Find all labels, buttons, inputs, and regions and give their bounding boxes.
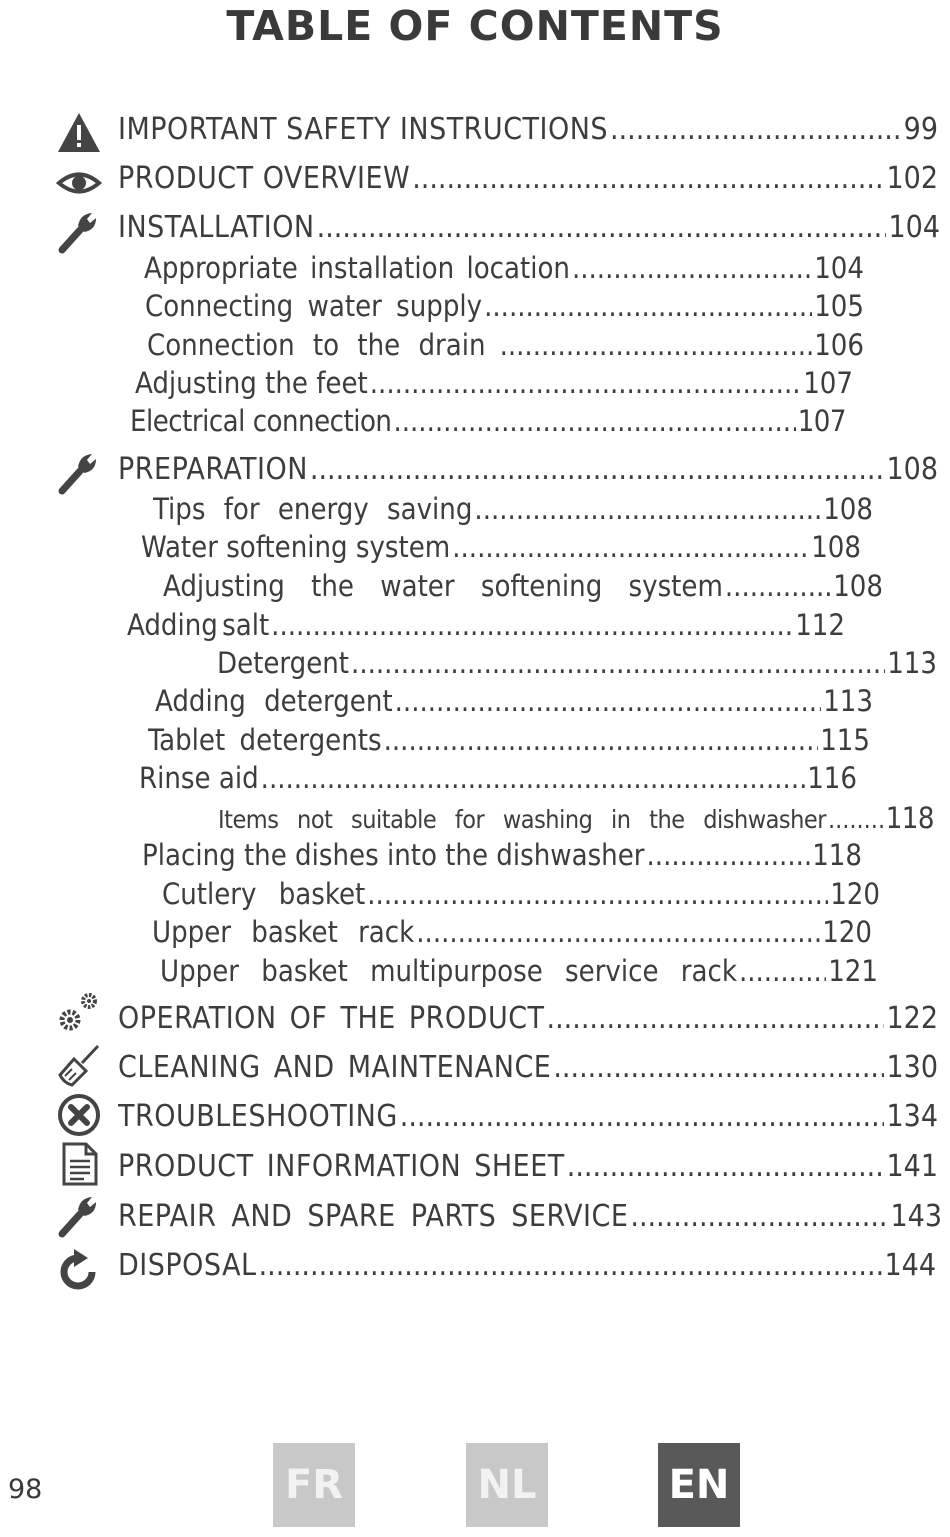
toc-entry-safety[interactable]: [118, 112, 938, 147]
page-title: TABLE OF CONTENTS: [226, 2, 724, 50]
recycle-arrow-icon: [56, 1248, 102, 1294]
toc-subentry-page: 113: [823, 684, 873, 718]
toc-entry-page: 108: [886, 452, 938, 487]
toc-subentry-label: Adjusting the water softening system: [163, 569, 723, 603]
toc-entry-preparation[interactable]: [118, 452, 938, 487]
language-tab-en[interactable]: EN: [658, 1443, 740, 1527]
dot-leader: [739, 954, 826, 988]
toc-entry-troubleshooting[interactable]: [118, 1099, 938, 1134]
dot-leader: [370, 366, 801, 400]
warning-icon: [56, 110, 102, 156]
dot-leader: [384, 723, 819, 757]
toc-subentry[interactable]: [153, 492, 873, 526]
toc-entry-label: PREPARATION: [118, 452, 308, 487]
toc-subentry-page: 116: [807, 761, 857, 795]
toc-subentry[interactable]: [152, 915, 872, 949]
toc-entry-label: TROUBLESHOOTING: [118, 1099, 398, 1134]
dot-leader: [351, 646, 885, 680]
toc-entry-installation[interactable]: [118, 210, 940, 245]
dot-leader: [474, 492, 821, 526]
toc-subentry[interactable]: [144, 251, 864, 285]
dot-leader: [367, 877, 828, 911]
toc-subentry-page: 115: [820, 723, 870, 757]
toc-entry-label: PRODUCT OVERVIEW: [118, 161, 411, 196]
dot-leader: [412, 161, 884, 196]
toc-subentry-label: Adjusting the feet: [135, 366, 368, 400]
toc-subentry[interactable]: [135, 366, 853, 400]
toc-entry-label: OPERATION OF THE PRODUCT: [118, 1001, 545, 1036]
toc-subentry[interactable]: [163, 569, 883, 603]
toc-entry-page: 141: [886, 1149, 938, 1184]
wrench-icon: [56, 449, 102, 495]
toc-subentry-label: Rinse aid: [139, 761, 259, 795]
toc-subentry-page: 107: [797, 404, 846, 438]
toc-subentry[interactable]: [218, 801, 934, 835]
dot-leader: [610, 112, 902, 147]
toc-subentry-label: Water softening system: [141, 530, 451, 564]
toc-entry-operation[interactable]: [118, 1001, 938, 1036]
toc-subentry-page: 105: [814, 289, 864, 323]
brush-icon: [56, 1043, 102, 1089]
toc-entry-label: CLEANING AND MAINTENANCE: [118, 1050, 552, 1085]
toc-entry-label: DISPOSAL: [118, 1248, 257, 1283]
toc-subentry[interactable]: [160, 954, 878, 988]
toc-entry-label: PRODUCT INFORMATION SHEET: [118, 1149, 565, 1184]
dot-leader: [828, 805, 884, 834]
toc-subentry[interactable]: [145, 289, 864, 323]
gears-icon: [54, 990, 100, 1036]
toc-entry-product-information-sheet[interactable]: [118, 1149, 938, 1184]
toc-subentry[interactable]: [127, 608, 845, 642]
dot-leader: [647, 838, 811, 872]
wrench-icon: [56, 208, 102, 254]
dot-leader: [317, 210, 887, 245]
toc-subentry-label: Adding salt: [127, 608, 270, 642]
toc-subentry[interactable]: [155, 684, 873, 718]
toc-subentry-page: 120: [822, 915, 872, 949]
toc-entry-label: INSTALLATION: [118, 210, 315, 245]
toc-subentry-page: 108: [833, 569, 883, 603]
dot-leader: [416, 915, 820, 949]
toc-entry-label: IMPORTANT SAFETY INSTRUCTIONS: [118, 112, 609, 147]
toc-entry-page: 104: [888, 210, 940, 245]
toc-subentry-page: 118: [812, 838, 862, 872]
eye-icon: [56, 160, 102, 206]
toc-entry-disposal[interactable]: [118, 1248, 936, 1283]
toc-subentry-label: Connection to the drain: [147, 328, 486, 362]
toc-subentry-label: Adding detergent: [155, 684, 393, 718]
document-icon: [56, 1141, 102, 1187]
language-tab-nl[interactable]: NL: [466, 1443, 548, 1527]
toc-subentry-page: 118: [885, 801, 934, 835]
toc-subentry-page: 121: [828, 954, 878, 988]
toc-entry-page: 144: [884, 1248, 936, 1283]
dot-leader: [261, 761, 806, 795]
toc-subentry[interactable]: [142, 838, 862, 872]
toc-subentry-page: 120: [830, 877, 880, 911]
language-tab-fr[interactable]: FR: [273, 1443, 355, 1527]
toc-subentry[interactable]: [148, 723, 870, 757]
toc-subentry[interactable]: [162, 877, 880, 911]
toc-subentry-label: Upper basket rack: [152, 915, 415, 949]
dot-leader: [259, 1248, 883, 1283]
dot-leader: [271, 608, 793, 642]
toc-subentry-label: Appropriate installation location: [144, 251, 570, 285]
toc-subentry-label: Cutlery basket: [162, 877, 366, 911]
toc-entry-product-overview[interactable]: [118, 161, 938, 196]
toc-entry-label: REPAIR AND SPARE PARTS SERVICE: [118, 1199, 629, 1234]
toc-subentry-page: 112: [795, 608, 845, 642]
toc-subentry-page: 107: [803, 366, 853, 400]
dot-leader: [725, 569, 831, 603]
toc-entry-page: 130: [886, 1050, 938, 1085]
toc-entry-page: 122: [886, 1001, 938, 1036]
toc-subentry-label: Placing the dishes into the dishwasher: [142, 838, 645, 872]
dot-leader: [310, 452, 885, 487]
toc-subentry-label: Items not suitable for washing in the dishwasher: [218, 805, 826, 834]
toc-subentry[interactable]: [141, 530, 861, 564]
toc-entry-page: 134: [886, 1099, 938, 1134]
toc-entry-page: 99: [903, 112, 938, 147]
toc-subentry[interactable]: [130, 404, 846, 438]
toc-subentry-page: 104: [814, 251, 864, 285]
dot-leader: [452, 530, 809, 564]
dot-leader: [630, 1199, 888, 1234]
toc-subentry-label: Upper basket multipurpose service rack: [160, 954, 737, 988]
toc-subentry[interactable]: [217, 646, 937, 680]
toc-subentry[interactable]: [147, 328, 864, 362]
toc-entry-page: 143: [890, 1199, 942, 1234]
toc-entry-repair[interactable]: [118, 1199, 942, 1234]
page-number: 98: [8, 1474, 43, 1505]
dot-leader: [500, 328, 813, 362]
toc-subentry-label: Tips for energy saving: [153, 492, 473, 526]
dot-leader: [395, 684, 822, 718]
toc-subentry-label: Tablet detergents: [148, 723, 382, 757]
dot-leader: [393, 404, 795, 438]
toc-subentry[interactable]: [139, 761, 857, 795]
toc-subentry-page: 113: [887, 646, 937, 680]
dot-leader: [572, 251, 812, 285]
toc-subentry-label: Detergent: [217, 646, 350, 680]
toc-subentry-page: 108: [811, 530, 861, 564]
toc-subentry-label: Electrical connection: [130, 404, 392, 438]
dot-leader: [484, 289, 812, 323]
dot-leader: [553, 1050, 884, 1085]
toc-subentry-page: 108: [823, 492, 873, 526]
dot-leader: [547, 1001, 885, 1036]
wrench-icon: [56, 1192, 102, 1238]
toc-subentry-page: 106: [814, 328, 864, 362]
toc-entry-cleaning[interactable]: [118, 1050, 938, 1085]
dot-leader: [567, 1149, 885, 1184]
toc-entry-page: 102: [886, 161, 938, 196]
toc-subentry-label: Connecting water supply: [145, 289, 483, 323]
dot-leader: [400, 1099, 885, 1134]
cross-circle-icon: [56, 1092, 102, 1138]
